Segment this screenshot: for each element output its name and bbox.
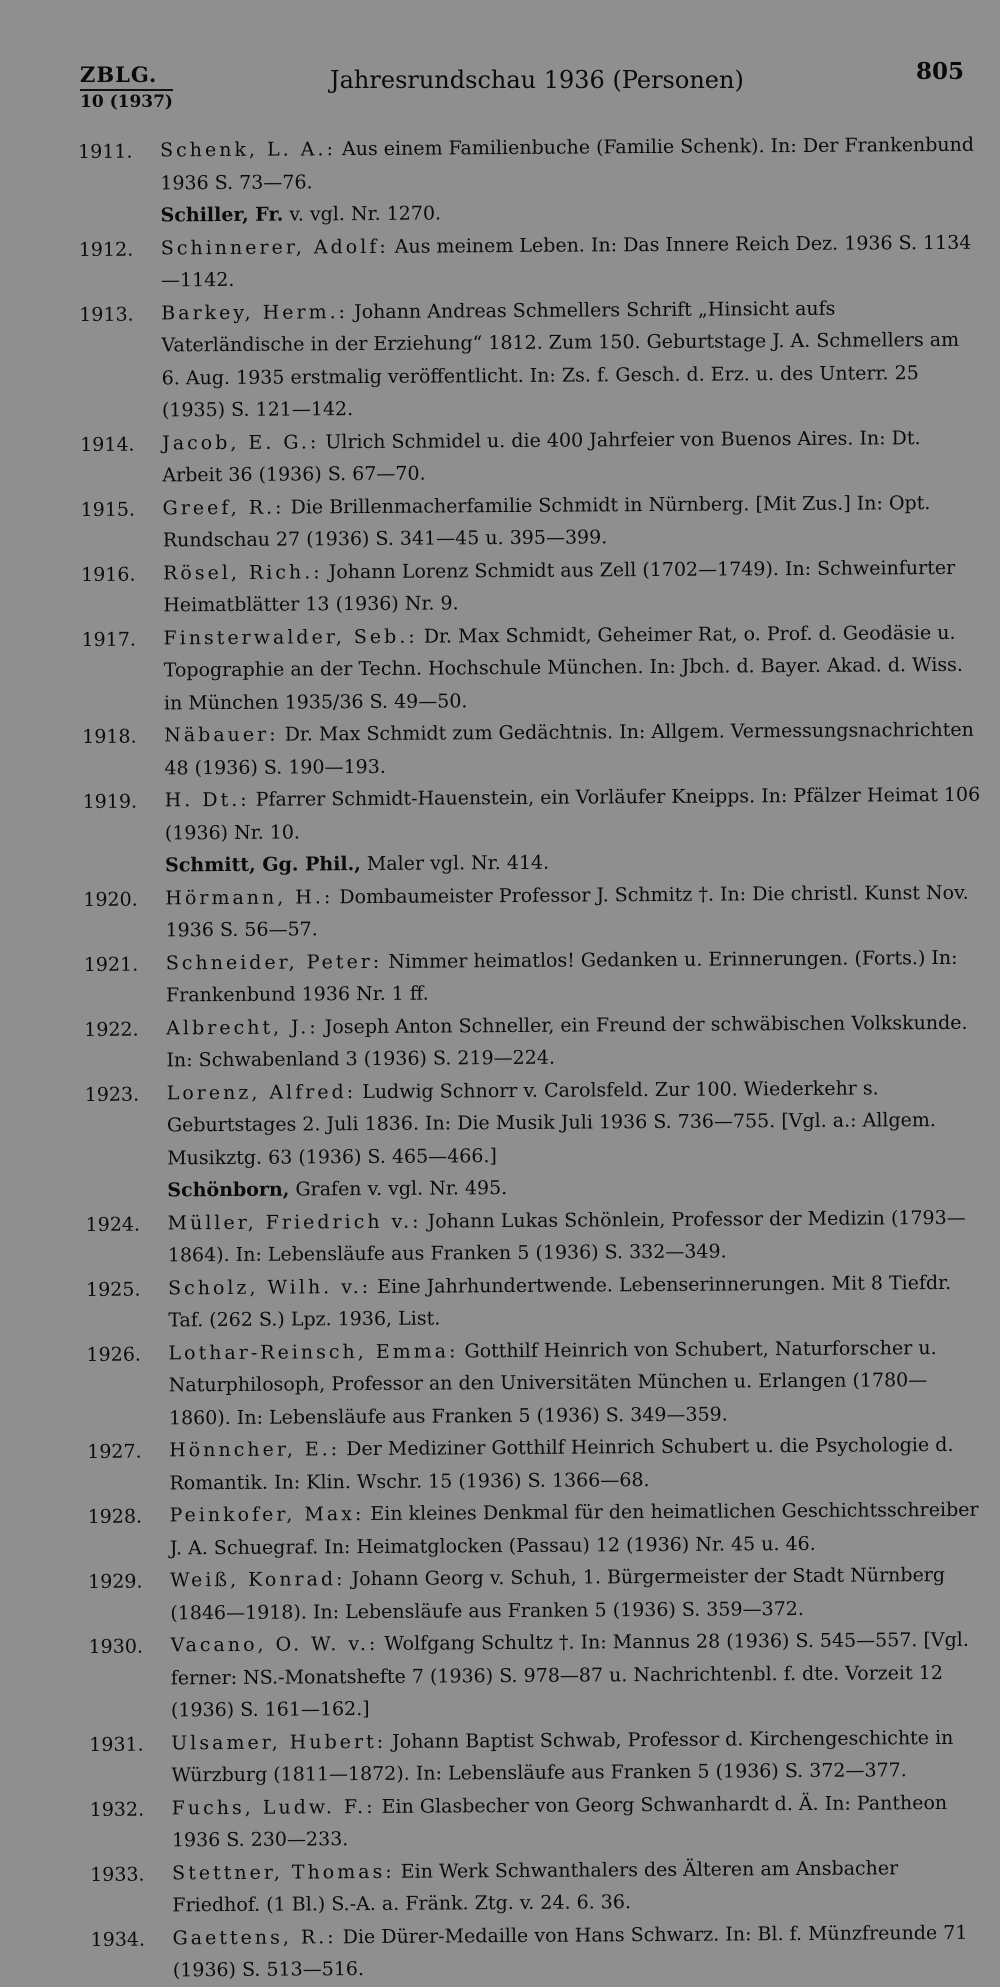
entry-citation: Ulrich Schmidel u. die 400 Jahrfeier von Buenos Aires. In: Dt. Arbeit 36 (1936) S. 67—70. xyxy=(162,426,921,487)
bibliography-entry xyxy=(90,1786,990,1857)
entry-number: 1919. xyxy=(82,790,138,813)
entry-number: 1920. xyxy=(83,888,138,911)
bibliography-entry xyxy=(85,1201,985,1272)
bibliography-entry xyxy=(78,129,978,200)
entry-body xyxy=(163,616,982,719)
bibliography-entry xyxy=(79,291,980,427)
entry-body xyxy=(167,1201,985,1272)
entry-author: Schönborn, xyxy=(167,1178,290,1202)
entry-citation: Joseph Anton Schneller, ein Freund der schwäbischen Volkskunde. In: Schwabenland 3 (1936) S. 219—224. xyxy=(166,1011,968,1072)
entry-number: 1928. xyxy=(87,1505,143,1528)
bibliography-entry xyxy=(83,876,983,947)
entry-number: 1916. xyxy=(80,563,136,586)
entry-author: Albrecht, J.: xyxy=(166,1015,319,1039)
entry-author: H. Dt.: xyxy=(164,788,250,812)
entry-citation: Dr. Max Schmidt zum Gedächtnis. In: Allgem. Vermessungsnachrichten 48 (1936) S. 190—193. xyxy=(164,718,974,779)
entry-author: Barkey, Herm.: xyxy=(161,300,349,324)
entry-body xyxy=(160,129,978,200)
entry-citation: Aus meinem Leben. In: Das Innere Reich Dez. 1936 S. 1134—1142. xyxy=(160,231,972,292)
entry-author: Ulsamer, Hubert: xyxy=(171,1730,387,1754)
bibliography-entry xyxy=(90,1851,990,1922)
entry-number: 1927. xyxy=(87,1440,142,1463)
entry-number: 1933. xyxy=(90,1863,145,1886)
bibliography-entry xyxy=(81,616,982,720)
entry-number: 1921. xyxy=(83,953,139,976)
bibliography-entry xyxy=(88,1624,989,1728)
entry-body xyxy=(163,551,981,622)
bibliography-entry xyxy=(85,1071,986,1175)
entry-author: Stettner, Thomas: xyxy=(172,1860,395,1884)
entry-citation: Ein kleines Denkmal für den heimatlichen Geschichtsschreiber J. A. Schuegraf. In: Heimatglocken (Passau) 12 (1936) Nr. 45 u. 46. xyxy=(169,1498,979,1559)
entry-body xyxy=(168,1331,987,1434)
entry-citation: Gotthilf Heinrich von Schubert, Naturforscher u. Naturphilosoph, Professor an den Universitäten München u. Erlangen (1780—1860). In: Lebensläufe aus Franken 5 (1936) S. 349—359. xyxy=(168,1336,937,1429)
entry-body xyxy=(162,421,980,492)
entry-number: 1917. xyxy=(81,628,137,651)
entry-body xyxy=(172,1916,990,1987)
entry-number: 1915. xyxy=(80,498,136,521)
entry-number: 1925. xyxy=(85,1278,141,1301)
bibliography-entry xyxy=(86,1331,987,1435)
entry-body xyxy=(171,1721,989,1792)
entry-citation: v. vgl. Nr. 1270. xyxy=(283,202,442,226)
bibliography-entry xyxy=(82,714,982,785)
entry-citation: Grafen v. vgl. Nr. 495. xyxy=(289,1177,508,1201)
bibliography-entry xyxy=(80,421,980,492)
bibliography-entry xyxy=(88,1559,988,1630)
bibliography-entry xyxy=(87,1429,987,1500)
entry-body xyxy=(168,1266,986,1337)
bibliography-entry xyxy=(81,551,981,622)
entry-citation: Ein Werk Schwanthalers des Älteren am Ansbacher Friedhof. (1 Bl.) S.-A. a. Fränk. Ztg. v. 24. 6. 36. xyxy=(172,1856,899,1917)
page-number: 805 xyxy=(916,58,965,85)
bibliography-entry xyxy=(88,1494,988,1565)
entry-author: Hönncher, E.: xyxy=(169,1438,341,1462)
bibliography-entry xyxy=(80,486,980,557)
entry-number: 1930. xyxy=(88,1635,144,1658)
entry-citation: Wolfgang Schultz †. In: Mannus 28 (1936) S. 545—557. [Vgl. ferner: NS.-Monatshefte 7 (1936) S. 978—87 u. Nachrichtenbl. f. dte. Vorzeit 12 (1936) S. 161—162.] xyxy=(170,1628,969,1722)
entry-number: 1914. xyxy=(80,433,135,456)
bibliography-entry xyxy=(83,779,983,850)
bibliography-entry xyxy=(79,226,979,297)
entry-citation: Pfarrer Schmidt-Hauenstein, ein Vorläufer Kneipps. In: Pfälzer Heimat 106 (1936) Nr. 10. xyxy=(164,783,981,844)
entry-number xyxy=(83,850,161,851)
entry-citation: Aus einem Familienbuche (Familie Schenk). In: Der Frankenbund 1936 S. 73—76. xyxy=(160,133,975,194)
entry-number: 1922. xyxy=(84,1018,139,1041)
entry-citation: Nimmer heimatlos! Gedanken u. Erinnerungen. (Forts.) In: Frankenbund 1936 Nr. 1 ff. xyxy=(165,946,958,1007)
entry-citation: Dr. Max Schmidt, Geheimer Rat, o. Prof. d. Geodäsie u. Topographie an der Techn. Hochschule München. In: Jbch. d. Bayer. Akad. d. Wiss. in München 1935/36 S. 49—50. xyxy=(163,621,963,714)
entry-body xyxy=(166,1006,984,1077)
entry-author: Näbauer: xyxy=(164,723,279,747)
entry-author: Peinkofer, Max: xyxy=(169,1503,365,1527)
bibliography-entry xyxy=(84,941,984,1012)
entry-citation: Johann Lukas Schönlein, Professor der Medizin (1793—1864). In: Lebensläufe aus Franken 5 (1936) S. 332—349. xyxy=(167,1206,966,1267)
entry-body xyxy=(167,1071,986,1174)
entry-author: Schiller, Fr. xyxy=(160,203,284,227)
entry-author: Vacano, O. W. v.: xyxy=(170,1632,379,1657)
entry-body xyxy=(162,486,980,557)
entry-author: Rösel, Rich.: xyxy=(162,560,323,584)
entry-citation: Die Brillenmacherfamilie Schmidt in Nürnberg. [Mit Zus.] In: Opt. Rundschau 27 (1936) S. 341—45 u. 395—399. xyxy=(162,491,931,552)
entry-body xyxy=(166,941,984,1012)
entry-number: 1911. xyxy=(78,140,133,163)
entry-body xyxy=(165,779,983,850)
entry-body xyxy=(172,1786,990,1857)
entry-author: Lorenz, Alfred: xyxy=(166,1080,357,1104)
entry-citation: Johann Baptist Schwab, Professor d. Kirchengeschichte in Würzburg (1811—1872). In: Lebensläufe aus Franken 5 (1936) S. 372—377. xyxy=(171,1726,954,1787)
entry-author: Hörmann, H.: xyxy=(165,885,334,909)
entry-number: 1931. xyxy=(89,1733,144,1756)
journal-volume: 10 (1937) xyxy=(80,89,173,112)
entry-author: Finsterwalder, Seb.: xyxy=(163,625,418,649)
entry-number: 1932. xyxy=(89,1798,145,1821)
entry-author: Scholz, Wilh. v.: xyxy=(167,1275,372,1299)
entry-citation: Eine Jahrhundertwende. Lebenserinnerungen. Mit 8 Tiefdr. Taf. (262 S.) Lpz. 1936, List. xyxy=(168,1271,952,1332)
entry-author: Schneider, Peter: xyxy=(165,950,383,974)
entry-number xyxy=(85,1175,163,1176)
entry-number: 1912. xyxy=(78,238,134,261)
bibliography-entry xyxy=(84,1006,984,1077)
entry-number: 1913. xyxy=(79,303,134,326)
journal-abbreviation: ZBLG. xyxy=(80,62,158,87)
entry-body xyxy=(170,1559,988,1630)
entry-number: 1934. xyxy=(90,1928,146,1951)
entry-author: Müller, Friedrich v.: xyxy=(167,1210,422,1234)
page-header xyxy=(0,0,1000,120)
entry-citation: Johann Andreas Schmellers Schrift „Hinsicht aufs Vaterländische in der Erziehung“ 1812. Zum 150. Geburtstage J. A. Schmellers am 6. Aug. 1935 erstmalig veröffentlicht. In: Zs. f. Gesch. d. Erz. u. des Unterr. 25 (1935) S. 121—142. xyxy=(161,297,960,422)
entry-number: 1923. xyxy=(84,1083,140,1106)
entry-number: 1929. xyxy=(88,1570,143,1593)
entry-author: Jacob, E. G.: xyxy=(162,430,320,454)
entry-body xyxy=(161,226,979,297)
entry-author: Weiß, Konrad: xyxy=(170,1568,346,1592)
entry-citation: Die Dürer-Medaille von Hans Schwarz. In: Bl. f. Münzfreunde 71 (1936) S. 513—516. xyxy=(172,1921,968,1982)
entry-author: Schmitt, Gg. Phil., xyxy=(165,853,361,877)
entry-author: Schinnerer, Adolf: xyxy=(160,235,389,259)
running-title: Jahresrundschau 1936 (Personen) xyxy=(330,66,744,94)
entry-author: Gaettens, R.: xyxy=(172,1925,337,1949)
entry-author: Fuchs, Ludw. F.: xyxy=(171,1795,376,1819)
entry-citation: Johann Lorenz Schmidt aus Zell (1702—1749). In: Schweinfurter Heimatblätter 13 (1936) Nr. 9. xyxy=(163,556,956,617)
entry-number: 1926. xyxy=(86,1343,141,1366)
bibliography-entry xyxy=(86,1266,986,1337)
entry-body xyxy=(172,1851,990,1922)
bibliography-list xyxy=(78,129,991,1987)
entry-number xyxy=(78,200,156,201)
entry-citation: Ludwig Schnorr v. Carolsfeld. Zur 100. Wiederkehr s. Geburtstages 2. Juli 1836. In: Die Musik Juli 1936 S. 736—755. [Vgl. a.: Allgem. Musikztg. 63 (1936) S. 465—466.] xyxy=(166,1076,936,1169)
entry-author: Greef, R.: xyxy=(162,496,285,519)
entry-body xyxy=(161,291,980,427)
bibliography-entry xyxy=(89,1721,989,1792)
entry-body xyxy=(165,876,983,947)
entry-body xyxy=(169,1429,987,1500)
entry-number: 1924. xyxy=(85,1213,141,1236)
entry-author: Lothar-Reinsch, Emma: xyxy=(168,1339,459,1364)
entry-citation: Dombaumeister Professor J. Schmitz †. In: Die christl. Kunst Nov. 1936 S. 56—57. xyxy=(165,881,969,942)
entry-body xyxy=(170,1624,989,1727)
bibliography-entry xyxy=(90,1916,990,1987)
entry-citation: Der Mediziner Gotthilf Heinrich Schubert u. die Psychologie d. Romantik. In: Klin. Wschr. 15 (1936) S. 1366—68. xyxy=(169,1433,954,1494)
entry-number: 1918. xyxy=(82,725,137,748)
entry-citation: Johann Georg v. Schuh, 1. Bürgermeister der Stadt Nürnberg (1846—1918). In: Lebensläufe aus Franken 5 (1936) S. 359—372. xyxy=(170,1563,946,1624)
entry-citation: Maler vgl. Nr. 414. xyxy=(360,851,550,876)
entry-author: Schenk, L. A.: xyxy=(160,138,337,162)
entry-citation: Ein Glasbecher von Georg Schwanhardt d. Ä. In: Pantheon 1936 S. 230—233. xyxy=(171,1791,948,1852)
entry-body xyxy=(164,714,982,785)
entry-body xyxy=(170,1494,988,1565)
